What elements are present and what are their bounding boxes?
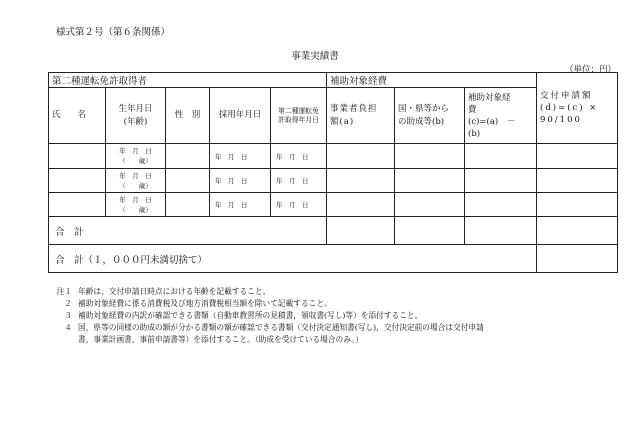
note-item xyxy=(50,298,484,310)
aid-cell[interactable] xyxy=(395,144,465,169)
note-item xyxy=(50,322,484,334)
document-title: 事業実績書 xyxy=(291,51,339,62)
rounded-total-row xyxy=(49,245,618,273)
subtotal-burden-cell[interactable] xyxy=(327,217,395,245)
age-text: （ 歳） xyxy=(119,205,152,214)
gender-cell[interactable] xyxy=(166,169,210,193)
header-burden-amount: 事業者負担 額(a) xyxy=(327,88,395,144)
table-row xyxy=(49,193,618,217)
birth-date-text: 年 月 日 xyxy=(119,171,152,180)
gender-cell[interactable] xyxy=(166,144,210,169)
subtotal-row xyxy=(49,217,618,245)
subtotal-grant-cell[interactable] xyxy=(537,217,618,245)
name-cell[interactable] xyxy=(49,193,106,217)
note-item xyxy=(50,310,484,322)
notes-section xyxy=(50,286,484,346)
note-number: ４ xyxy=(64,323,72,332)
birth-date-text: 年 月 日 xyxy=(119,147,152,155)
grant-cell[interactable] xyxy=(537,169,618,193)
header-subsidy-cost: 補助対象経 費 (c)=(a) － (b) xyxy=(465,88,537,144)
burden-cell[interactable] xyxy=(327,193,395,217)
subtotal-label: 合 計 xyxy=(49,217,327,245)
burden-cell[interactable] xyxy=(327,169,395,193)
note-item xyxy=(50,286,484,298)
age-text: （ 歳） xyxy=(119,181,152,190)
aid-cell[interactable] xyxy=(395,169,465,193)
gender-cell[interactable] xyxy=(166,193,210,217)
subsidy-cell[interactable] xyxy=(465,169,537,193)
birth-cell[interactable] xyxy=(106,169,166,193)
hire-date-cell[interactable]: 年 月 日 xyxy=(210,144,271,169)
record-table xyxy=(48,72,618,273)
grant-cell[interactable] xyxy=(537,144,618,169)
note-number: ３ xyxy=(64,311,72,320)
section-licensee: 第二種運転免許取得者 xyxy=(49,73,327,88)
table-row xyxy=(49,169,618,193)
header-other-aid: 国・県等から の助成等(b) xyxy=(395,88,465,144)
subtotal-subsidy-cell[interactable] xyxy=(465,217,537,245)
hire-date-cell[interactable]: 年 月 日 xyxy=(210,193,271,217)
note-continuation: 書，事業計画書，事前申請書等）を添付すること。（助成を受けている場合のみ。） xyxy=(78,335,363,344)
header-birth: 生年月日 (年齢) xyxy=(106,88,166,144)
rounded-total-label: 合 計（１，０００円未満切捨て） xyxy=(49,245,537,273)
birth-cell[interactable] xyxy=(106,144,166,169)
subsidy-cell[interactable] xyxy=(465,144,537,169)
header-license-date: 第二種運転免 許取得年月日 xyxy=(271,88,327,144)
aid-cell[interactable] xyxy=(395,193,465,217)
note-text: 国，県等の同様の助成の額が分かる書類の額が確認できる書類（交付決定通知書(写し)，交付決定前の場合は交付申請 xyxy=(78,323,484,332)
header-gender: 性 別 xyxy=(166,88,210,144)
subtotal-aid-cell[interactable] xyxy=(395,217,465,245)
section-subsidy-cost: 補助対象経費 xyxy=(327,73,537,88)
name-cell[interactable] xyxy=(49,169,106,193)
header-hire-date: 採用年月日 xyxy=(210,88,271,144)
unit-label: （単位：円） xyxy=(564,65,616,75)
note-text: 補助対象経費に係る消費税及び地方消費税相当額を除いて記載すること。 xyxy=(78,299,332,308)
form-number: 様式第２号（第６条関係） xyxy=(56,27,171,38)
burden-cell[interactable] xyxy=(327,144,395,169)
subsidy-cell[interactable] xyxy=(465,193,537,217)
rounded-total-cell[interactable] xyxy=(537,245,618,273)
license-date-cell[interactable]: 年 月 日 xyxy=(271,169,327,193)
age-text: （ 歳） xyxy=(119,157,152,165)
note-text: 年齢は，交付申請日時点における年齢を記載すること。 xyxy=(78,287,271,296)
table-row xyxy=(49,144,618,169)
grant-cell[interactable] xyxy=(537,193,618,217)
header-grant-amount: 交付申請額(d)=(c) × 90/100 xyxy=(537,73,618,144)
header-name: 氏 名 xyxy=(49,88,106,144)
note-number: 注１ xyxy=(56,287,72,296)
hire-date-cell[interactable]: 年 月 日 xyxy=(210,169,271,193)
license-date-cell[interactable]: 年 月 日 xyxy=(271,144,327,169)
note-number: ２ xyxy=(64,299,72,308)
name-cell[interactable] xyxy=(49,144,106,169)
birth-date-text: 年 月 日 xyxy=(119,195,152,204)
note-text: 補助対象経費の内訳が確認できる書類（自動車教習所の見積書，領収書(写し)等）を添付すること。 xyxy=(78,311,423,320)
license-date-cell[interactable]: 年 月 日 xyxy=(271,193,327,217)
birth-cell[interactable] xyxy=(106,193,166,217)
